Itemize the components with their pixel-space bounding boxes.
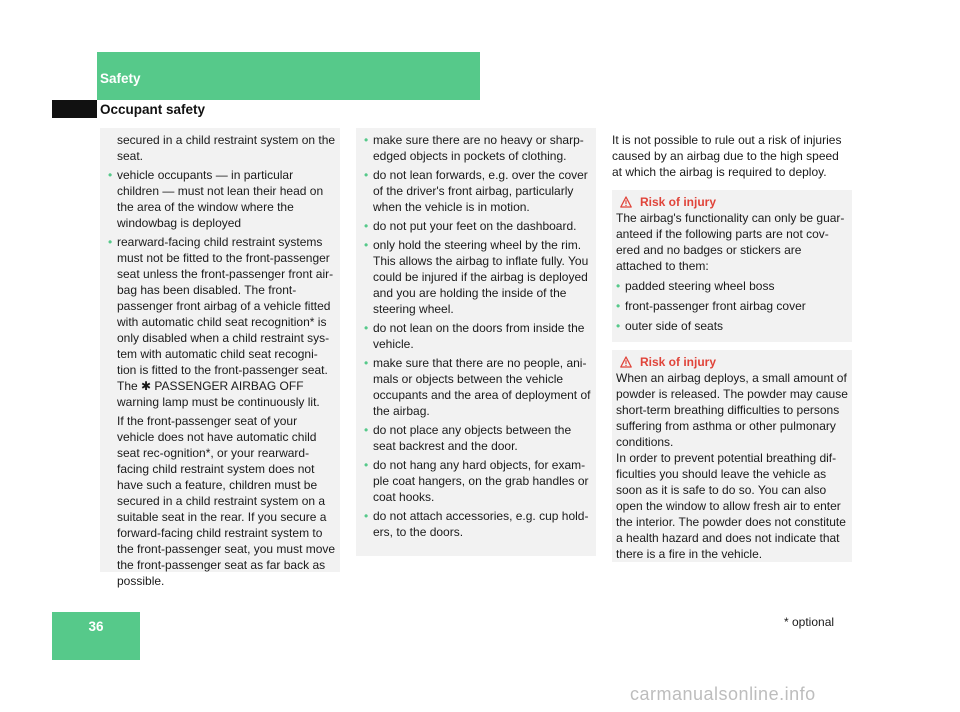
header-band bbox=[97, 52, 480, 100]
list-item bbox=[364, 457, 592, 505]
warning-triangle-icon bbox=[620, 356, 632, 368]
list-item bbox=[616, 318, 848, 334]
list-item-text: make sure that there are no people, ani-mals or objects between the vehicle occupants and the area of deployment of the airbag. bbox=[373, 356, 591, 418]
warning-title bbox=[616, 194, 848, 210]
list-item-text: do not lean forwards, e.g. over the cover of the driver's front airbag, particularly when the vehicle is in motion. bbox=[373, 168, 588, 214]
list-item bbox=[364, 320, 592, 352]
list-item-text: only hold the steering wheel by the rim. This allows the airbag to inflate fully. You could be injured if the airbag is deployed and you are holding the inside of the steering wheel. bbox=[373, 238, 589, 316]
bullet-dot: • bbox=[108, 235, 113, 249]
list-item-text: do not hang any hard objects, for exam-ple coat hangers, on the grab handles or coat hooks. bbox=[373, 458, 589, 504]
list-item bbox=[364, 508, 592, 540]
bullet-dot: • bbox=[364, 219, 369, 233]
list-item bbox=[108, 234, 336, 410]
column-1 bbox=[100, 128, 340, 588]
bullet-dot: • bbox=[108, 168, 113, 182]
bullet-dot: • bbox=[616, 319, 621, 333]
warning-title-text: Risk of injury bbox=[640, 355, 717, 369]
list-item bbox=[364, 132, 592, 164]
list-item-text: make sure there are no heavy or sharp-edged objects in pockets of clothing. bbox=[373, 133, 584, 163]
column-2 bbox=[356, 128, 596, 556]
page-number-box bbox=[52, 612, 140, 660]
info-paragraph: It is not possible to rule out a risk of injuries caused by an airbag due to the high speed at which the airbag is required to deploy. bbox=[612, 133, 842, 179]
page-title: Occupant safety bbox=[100, 102, 206, 117]
bullet-dot: • bbox=[364, 423, 369, 437]
bullet-dot: • bbox=[364, 238, 369, 252]
list-item bbox=[108, 167, 336, 231]
list-item-text: rearward-facing child restraint systems must not be fitted to the front-passenger seat unless the front-passenger front air-bag has been disabled. The front-passenger front airbag of a vehicle fitted with automatic child seat recognition* is only disabled when a child restraint sys-tem with automatic child seat recogni-tion is fitted to the front-passenger seat. The ✱ PASSENGER AIRBAG OFF warning lamp must be continuously lit. bbox=[117, 235, 334, 409]
watermark: carmanualsonline.info bbox=[630, 684, 816, 704]
warning-paragraph: When an airbag deploys, a small amount of powder is released. The powder may cause short-term breathing difficulties to persons suffering from asthma or other pulmonary conditions. bbox=[616, 371, 848, 449]
list-item-text: vehicle occupants — in particular children — must not lean their head on the area of the window where the windowbag is deployed bbox=[117, 168, 324, 230]
list-item bbox=[616, 278, 848, 294]
bullet-dot: • bbox=[364, 509, 369, 523]
list-item bbox=[364, 218, 592, 234]
section-label: Safety bbox=[100, 71, 141, 86]
warning-title bbox=[616, 354, 848, 370]
list-item bbox=[364, 167, 592, 215]
list-item-text: do not attach accessories, e.g. cup hold-ers, to the doors. bbox=[373, 509, 589, 539]
bullet-dot: • bbox=[364, 356, 369, 370]
column1-paragraph: If the front-passenger seat of your vehicle does not have automatic child seat rec-ognition*, or your rearward-facing child restraint system does not have such a feature, children must be secured in a child restraint system on a suitable seat in the rear. If you secure a forward-facing child restraint system to the front-passenger seat, you must move the front-passenger seat as far back as possible. bbox=[117, 414, 336, 588]
warning-box-2 bbox=[612, 350, 852, 562]
bullet-dot: • bbox=[364, 168, 369, 182]
bullet-dot: • bbox=[616, 279, 621, 293]
warning-box-1 bbox=[612, 190, 852, 342]
list-item-text: do not put your feet on the dashboard. bbox=[373, 219, 577, 233]
warning-text: The airbag's functionality can only be guar-anteed if the following parts are not cov-ered and no badges or stickers are attached to them: bbox=[616, 211, 845, 273]
list-item-text: front-passenger front airbag cover bbox=[625, 299, 806, 313]
bullet-dot: • bbox=[364, 321, 369, 335]
footnote: * optional bbox=[784, 615, 835, 629]
warning-triangle-icon bbox=[620, 196, 632, 208]
bullet-dot: • bbox=[364, 133, 369, 147]
list-item-text: do not place any objects between the seat backrest and the door. bbox=[373, 423, 572, 453]
list-item-text: do not lean on the doors from inside the vehicle. bbox=[373, 321, 585, 351]
column1-intro: secured in a child restraint system on the seat. bbox=[117, 133, 336, 163]
page-number: 36 bbox=[88, 619, 104, 634]
list-item-text: padded steering wheel boss bbox=[625, 279, 775, 293]
list-item bbox=[616, 298, 848, 314]
bullet-dot: • bbox=[364, 458, 369, 472]
list-item bbox=[364, 422, 592, 454]
warning-paragraph: In order to prevent potential breathing dif-ficulties you should leave the vehicle as soon as it is safe to do so. You can also open the window to allow fresh air to enter the interior. The powder does not constitute a health hazard and does not indicate that there is a fire in the vehicle. bbox=[616, 451, 846, 561]
warning-title-text: Risk of injury bbox=[640, 195, 717, 209]
list-item bbox=[364, 237, 592, 317]
bullet-dot: • bbox=[616, 299, 621, 313]
list-item bbox=[364, 355, 592, 419]
header-tab-marker bbox=[52, 100, 97, 118]
list-item-text: outer side of seats bbox=[625, 319, 724, 333]
